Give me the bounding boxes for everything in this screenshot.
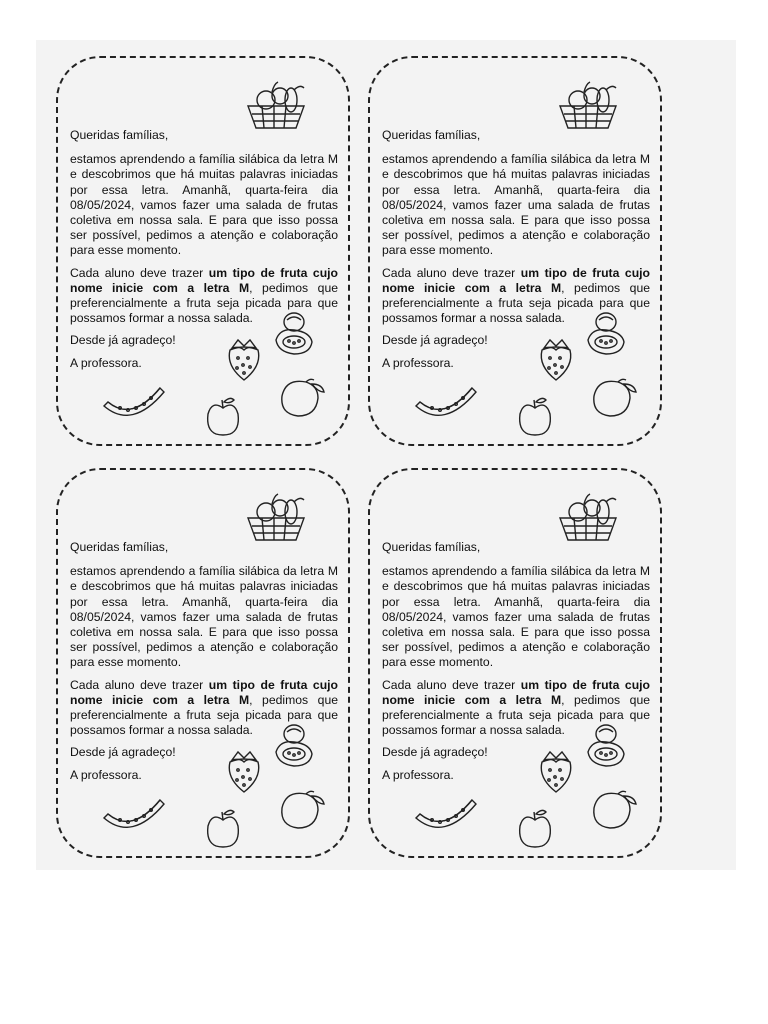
- fruit-basket-icon: [556, 490, 620, 546]
- greeting: Queridas famílias,: [382, 128, 481, 142]
- fruit-basket-icon: [244, 490, 308, 546]
- greeting: Queridas famílias,: [382, 540, 481, 554]
- instruction-letter: M: [550, 280, 562, 295]
- paragraph-announcement: estamos aprendendo a família silábica da letra M e descobrimos que há muitas palavras iniciadas por essa letra. Amanhã, quarta-feira dia 08/05/2024, vamos fazer uma salada de frutas coletiva em nossa sala. E para que isso possa ser possível, pedimos a atenção e colaboração para esse momento.: [70, 152, 338, 258]
- strawberry-icon: [536, 336, 576, 384]
- signature-line: A professora.: [382, 767, 454, 782]
- greeting: Queridas famílias,: [70, 128, 169, 142]
- apple-icon: [516, 808, 554, 850]
- greeting: Queridas famílias,: [70, 540, 169, 554]
- instruction-highlight: um tipo de fruta cujo nome inicie com a letra: [382, 265, 650, 295]
- instruction-rest: , pedimos que preferencialmente a fruta seja picada para que possamos formar a nossa salada.: [382, 280, 650, 326]
- instruction-rest: , pedimos que preferencialmente a fruta seja picada para que possamos formar a nossa salada.: [70, 692, 338, 738]
- strawberry-icon: [224, 748, 264, 796]
- printable-sheet: [36, 40, 736, 870]
- papaya-icon: [584, 722, 628, 770]
- instruction-letter: M: [238, 280, 250, 295]
- mango-icon: [276, 788, 326, 832]
- thanks-line: Desde já agradeço!: [382, 745, 488, 760]
- papaya-icon: [272, 722, 316, 770]
- watermelon-slice-icon: [414, 384, 478, 424]
- fruit-basket-icon: [244, 78, 308, 134]
- watermelon-slice-icon: [102, 384, 166, 424]
- note-card-4: [368, 468, 662, 858]
- instruction-intro: Cada aluno deve trazer: [70, 677, 209, 692]
- instruction-rest: , pedimos que preferencialmente a fruta seja picada para que possamos formar a nossa salada.: [70, 280, 338, 326]
- mango-icon: [276, 376, 326, 420]
- apple-icon: [516, 396, 554, 438]
- signature-line: A professora.: [70, 355, 142, 370]
- mango-icon: [588, 376, 638, 420]
- note-card-2: [368, 56, 662, 446]
- strawberry-icon: [536, 748, 576, 796]
- instruction-letter: M: [238, 692, 250, 707]
- instruction-intro: Cada aluno deve trazer: [382, 265, 521, 280]
- thanks-line: Desde já agradeço!: [70, 745, 176, 760]
- watermelon-slice-icon: [414, 796, 478, 836]
- instruction-highlight: um tipo de fruta cujo nome inicie com a letra: [382, 677, 650, 707]
- signature-line: A professora.: [70, 767, 142, 782]
- strawberry-icon: [224, 336, 264, 384]
- note-card-1: [56, 56, 350, 446]
- instruction-letter: M: [550, 692, 562, 707]
- paragraph-announcement: estamos aprendendo a família silábica da letra M e descobrimos que há muitas palavras iniciadas por essa letra. Amanhã, quarta-feira dia 08/05/2024, vamos fazer uma salada de frutas coletiva em nossa sala. E para que isso possa ser possível, pedimos a atenção e colaboração para esse momento.: [70, 564, 338, 670]
- instruction-intro: Cada aluno deve trazer: [382, 677, 521, 692]
- apple-icon: [204, 808, 242, 850]
- mango-icon: [588, 788, 638, 832]
- thanks-line: Desde já agradeço!: [70, 333, 176, 348]
- thanks-line: Desde já agradeço!: [382, 333, 488, 348]
- note-card-3: [56, 468, 350, 858]
- signature-line: A professora.: [382, 355, 454, 370]
- instruction-highlight: um tipo de fruta cujo nome inicie com a letra: [70, 677, 338, 707]
- watermelon-slice-icon: [102, 796, 166, 836]
- fruit-basket-icon: [556, 78, 620, 134]
- papaya-icon: [584, 310, 628, 358]
- instruction-rest: , pedimos que preferencialmente a fruta seja picada para que possamos formar a nossa salada.: [382, 692, 650, 738]
- paragraph-announcement: estamos aprendendo a família silábica da letra M e descobrimos que há muitas palavras iniciadas por essa letra. Amanhã, quarta-feira dia 08/05/2024, vamos fazer uma salada de frutas coletiva em nossa sala. E para que isso possa ser possível, pedimos a atenção e colaboração para esse momento.: [382, 152, 650, 258]
- papaya-icon: [272, 310, 316, 358]
- paragraph-announcement: estamos aprendendo a família silábica da letra M e descobrimos que há muitas palavras iniciadas por essa letra. Amanhã, quarta-feira dia 08/05/2024, vamos fazer uma salada de frutas coletiva em nossa sala. E para que isso possa ser possível, pedimos a atenção e colaboração para esse momento.: [382, 564, 650, 670]
- instruction-highlight: um tipo de fruta cujo nome inicie com a letra: [70, 265, 338, 295]
- apple-icon: [204, 396, 242, 438]
- instruction-intro: Cada aluno deve trazer: [70, 265, 209, 280]
